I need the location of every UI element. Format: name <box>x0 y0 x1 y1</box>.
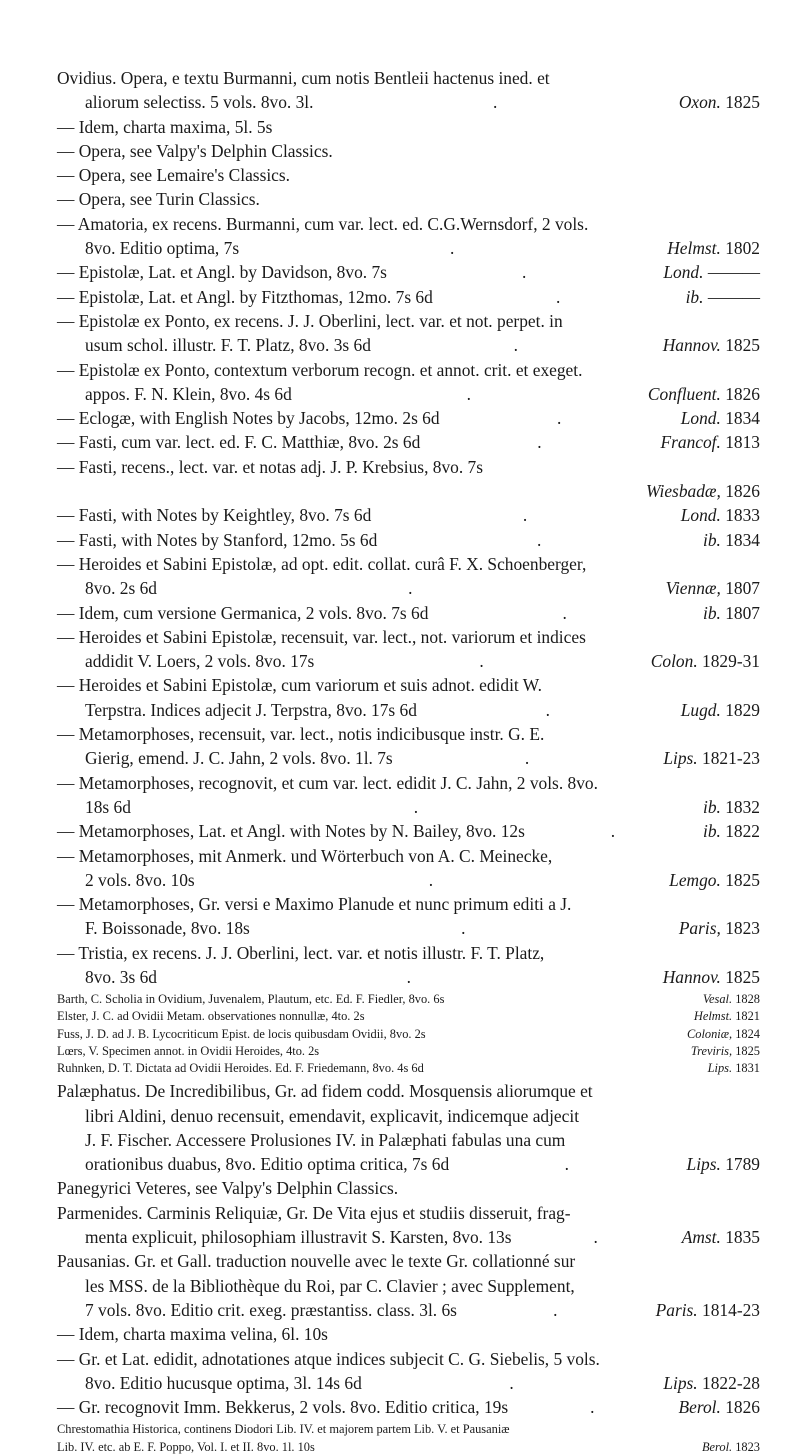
catalogue-entry <box>57 1176 760 1200</box>
catalogue-entry <box>57 1249 760 1322</box>
catalogue-entry <box>57 1322 760 1346</box>
imprint <box>708 1060 760 1077</box>
imprint <box>703 795 760 819</box>
imprint <box>651 649 760 673</box>
entry-line <box>57 916 760 940</box>
entry-line <box>57 187 760 211</box>
entry-line <box>57 965 760 989</box>
catalogue-entry <box>57 892 760 941</box>
entry-text: — Fasti, cum var. lect. ed. F. C. Matthiæ, 8vo. 2s 6d <box>57 432 421 453</box>
entry-line <box>57 819 760 843</box>
entry-line <box>57 1225 760 1249</box>
entry-text: — Opera, see Turin Classics. <box>57 189 260 210</box>
entry-line: J. F. Fischer. Accessere Prolusiones IV. in Palæphati fabulas una cum <box>85 1129 566 1150</box>
imprint-year: 1828 <box>735 992 760 1007</box>
imprint-year: 1835 <box>725 1227 760 1248</box>
ovidius-entries <box>57 66 760 989</box>
entry-line <box>57 1298 760 1322</box>
commentary-line <box>57 1026 760 1043</box>
entry-line: Parmenides. Carminis Reliquiæ, Gr. De Vita ejus et studiis disseruit, frag- <box>57 1202 571 1223</box>
entry-line <box>57 868 760 892</box>
leader: . <box>593 1227 600 1248</box>
commentary-text: Elster, J. C. ad Ovidii Metam. observationes nonnullæ, 4to. 2s <box>57 1009 365 1024</box>
entry-line <box>57 236 760 260</box>
imprint <box>663 965 760 989</box>
imprint <box>666 576 760 600</box>
leader: . <box>492 92 500 113</box>
leader: . <box>610 821 618 842</box>
note-line: Chrestomathia Historica, continens Diodori Lib. IV. et majorem partem Lib. V. et Pausaniæ <box>57 1422 510 1437</box>
leader: . <box>524 748 532 769</box>
entry-line: — Metamorphoses, Gr. versi e Maximo Planude et nunc primum editi a J. <box>57 894 572 915</box>
imprint-year: 1823 <box>725 918 760 939</box>
catalogue-entry <box>57 455 760 504</box>
entry-line <box>57 649 760 673</box>
entry-text: — Fasti, with Notes by Stanford, 12mo. 5s 6d <box>57 529 378 550</box>
catalogue-entry <box>57 430 760 454</box>
imprint-year: 1814-23 <box>702 1299 760 1320</box>
leader: . <box>553 1299 560 1320</box>
catalogue-entry <box>57 406 760 430</box>
entry-text: usum schol. illustr. F. T. Platz, 8vo. 3s 6d <box>85 335 371 356</box>
entry-text: 7 vols. 8vo. Editio crit. exeg. præstantiss. class. 3l. 6s <box>85 1299 457 1320</box>
entry-text: Terpstra. Indices adjecit J. Terpstra, 8vo. 17s 6d <box>85 699 417 720</box>
catalogue-entry <box>57 115 760 139</box>
imprint-place: Lemgo. <box>669 869 721 890</box>
imprint-year: 1825 <box>725 966 760 987</box>
imprint-place: Vesal. <box>702 992 733 1007</box>
imprint-year: 1821 <box>735 1009 760 1024</box>
entry-line: — Heroides et Sabini Epistolæ, cum variorum et suis adnot. edidit W. <box>57 675 542 696</box>
entry-text: Gierig, emend. J. C. Jahn, 2 vols. 8vo. 1l. 7s <box>85 748 393 769</box>
imprint-place: Helmst. <box>693 1009 733 1024</box>
leader: . <box>564 1154 572 1175</box>
imprint-place: Lips. <box>663 1372 698 1393</box>
leader: . <box>545 699 553 720</box>
entry-line: — Gr. et Lat. edidit, adnotationes atque indices subjecit C. G. Siebelis, 5 vols. <box>57 1348 600 1369</box>
entry-line: — Metamorphoses, recognovit, et cum var. lect. edidit J. C. Jahn, 2 vols. 8vo. <box>57 772 598 793</box>
entry-line <box>57 1371 760 1395</box>
entry-line: Pausanias. Gr. et Gall. traduction nouvelle avec le texte Gr. collationné sur <box>57 1251 576 1272</box>
imprint-place: Helmst. <box>667 238 721 259</box>
ovidius-commentaries <box>57 991 760 1077</box>
catalogue-entry <box>57 309 760 358</box>
imprint-year: 1822-28 <box>702 1372 760 1393</box>
imprint-place: Wiesbadæ, <box>645 481 721 502</box>
entry-text: — Idem, cum versione Germanica, 2 vols. 8vo. 7s 6d <box>57 602 429 623</box>
leader: . <box>466 383 474 404</box>
entry-text: orationibus duabus, 8vo. Editio optima critica, 7s 6d <box>85 1154 450 1175</box>
imprint <box>687 1152 760 1176</box>
entry-line: — Heroides et Sabini Epistolæ, recensuit, var. lect., not. variorum et indices <box>57 626 586 647</box>
commentary-line <box>57 1060 760 1077</box>
imprint-year: 1834 <box>725 529 760 550</box>
catalogue-entry <box>57 552 760 601</box>
imprint-place: Hannov. <box>662 335 721 356</box>
imprint-place: Francof. <box>660 432 721 453</box>
imprint-year: 1833 <box>725 505 760 526</box>
entry-line <box>57 576 760 600</box>
leader: . <box>513 335 520 356</box>
imprint-place: Viennæ, <box>665 578 721 599</box>
imprint-place: ib. <box>702 821 721 842</box>
entry-line <box>57 1322 760 1346</box>
imprint <box>703 601 760 625</box>
commentary-text: Lœrs, V. Specimen annot. in Ovidii Heroides, 4to. 2s <box>57 1043 320 1058</box>
imprint <box>687 1026 760 1043</box>
commentary-text: Barth, C. Scholia in Ovidium, Juvenalem, Plautum, etc. Ed. F. Fiedler, 8vo. 6s <box>57 992 445 1007</box>
entry-line: — Metamorphoses, recensuit, var. lect., notis indicibusque instr. G. E. <box>57 724 545 745</box>
entry-line: les MSS. de la Bibliothèque du Roi, par C. Clavier ; avec Supplement, <box>85 1275 575 1296</box>
leader: . <box>479 651 486 672</box>
imprint-year: 1831 <box>735 1061 760 1076</box>
catalogue-entry <box>57 503 760 527</box>
imprint-place: Hannov. <box>662 966 721 987</box>
entry-text: — Opera, see Lemaire's Classics. <box>57 165 290 186</box>
entry-line <box>57 503 760 527</box>
catalogue-entry <box>57 673 760 722</box>
imprint <box>691 1043 760 1060</box>
entry-line <box>57 90 760 114</box>
imprint-place: Paris. <box>655 1299 698 1320</box>
imprint <box>646 479 760 503</box>
entry-line <box>57 1395 760 1419</box>
catalogue-entry <box>57 1347 760 1396</box>
catalogue-entry <box>57 1201 760 1250</box>
imprint-place: ib. <box>702 602 721 623</box>
imprint-year: 1825 <box>725 869 760 890</box>
entry-text: appos. F. N. Klein, 8vo. 4s 6d <box>85 383 292 404</box>
leader: . <box>537 432 544 453</box>
imprint-year: 1807 <box>725 578 760 599</box>
imprint <box>694 1008 760 1025</box>
imprint <box>703 819 760 843</box>
entry-line: — Epistolæ ex Ponto, ex recens. J. J. Oberlini, lect. var. et not. perpet. in <box>57 310 563 331</box>
p-entries <box>57 1079 760 1419</box>
chrestomathia-note <box>57 1421 760 1455</box>
catalogue-entry <box>57 139 760 163</box>
leader: . <box>406 966 414 987</box>
imprint <box>663 333 760 357</box>
catalogue-entry <box>57 771 760 820</box>
entry-line: — Heroides et Sabini Epistolæ, ad opt. edit. collat. curâ F. X. Schoenberger, <box>57 553 587 574</box>
imprint-year: 1834 <box>725 408 760 429</box>
commentary-text: Ruhnken, D. T. Dictata ad Ovidii Heroides. Ed. F. Friedemann, 8vo. 4s 6d <box>57 1061 424 1076</box>
note-line <box>57 1439 760 1456</box>
imprint <box>663 1371 760 1395</box>
catalogue-entry <box>57 1079 760 1176</box>
imprint-place: Lips. <box>686 1154 721 1175</box>
imprint-year: 1824 <box>735 1026 760 1041</box>
imprint <box>682 1225 760 1249</box>
entry-text: — Gr. recognovit Imm. Bekkerus, 2 vols. 8vo. Editio critica, 19s <box>57 1397 509 1418</box>
imprint <box>663 746 760 770</box>
entry-line: — Amatoria, ex recens. Burmanni, cum var. lect. ed. C.G.Wernsdorf, 2 vols. <box>57 213 589 234</box>
catalogue-entry <box>57 260 760 284</box>
catalogue-entry <box>57 722 760 771</box>
leader: . <box>521 262 529 283</box>
leader: . <box>556 408 564 429</box>
catalogue-entry <box>57 285 760 309</box>
imprint-year: ——— <box>707 262 760 283</box>
note-text: Lib. IV. etc. ab E. F. Poppo, Vol. I. et II. 8vo. 1l. 10s <box>57 1439 315 1454</box>
entry-line: Ovidius. Opera, e textu Burmanni, cum notis Bentleii hactenus ined. et <box>57 68 550 88</box>
imprint-year: 1789 <box>725 1154 760 1175</box>
imprint <box>660 430 760 454</box>
entry-line <box>57 139 760 163</box>
imprint-place: Lugd. <box>680 699 721 720</box>
entry-text: F. Boissonade, 8vo. 18s <box>85 918 250 939</box>
imprint-year: 1825 <box>725 335 760 356</box>
imprint-place: Oxon. <box>678 92 721 113</box>
catalogue-entry <box>57 625 760 674</box>
imprint <box>667 236 760 260</box>
imprint-year: 1807 <box>725 602 760 623</box>
entry-text: — Opera, see Valpy's Delphin Classics. <box>57 140 333 161</box>
entry-text: 8vo. Editio optima, 7s <box>85 238 240 259</box>
leader: . <box>556 286 563 307</box>
imprint-place: Coloniæ, <box>687 1026 733 1041</box>
entry-line <box>57 479 760 503</box>
commentary-text: Fuss, J. D. ad J. B. Lycocriticum Epist. de locis quibusdam Ovidii, 8vo. 2s <box>57 1026 426 1041</box>
entry-line <box>57 698 760 722</box>
imprint-place: Lond. <box>663 262 704 283</box>
entry-line <box>57 382 760 406</box>
entry-line: Palæphatus. De Incredibilibus, Gr. ad fidem codd. Mosquensis aliorumque et <box>57 1081 593 1102</box>
entry-text: — Metamorphoses, Lat. et Angl. with Notes by N. Bailey, 8vo. 12s <box>57 821 525 842</box>
entry-text: 18s 6d <box>85 796 131 817</box>
imprint <box>703 991 760 1008</box>
entry-line <box>57 260 760 284</box>
entry-line <box>57 406 760 430</box>
imprint-year: 1826 <box>725 1397 760 1418</box>
imprint <box>679 1395 760 1419</box>
leader: . <box>536 529 544 550</box>
imprint <box>681 406 760 430</box>
imprint-place: Berol. <box>701 1439 733 1454</box>
catalogue-entry <box>57 212 760 261</box>
entry-text: — Idem, charta maxima, 5l. 5s <box>57 116 273 137</box>
entry-text: — Idem, charta maxima velina, 6l. 10s <box>57 1324 328 1345</box>
imprint <box>656 1298 760 1322</box>
imprint-place: Berol. <box>678 1397 721 1418</box>
leader: . <box>413 796 421 817</box>
entry-line: — Fasti, recens., lect. var. et notas adj. J. P. Krebsius, 8vo. 7s <box>57 456 484 477</box>
leader: . <box>408 578 415 599</box>
imprint-year: 1832 <box>725 796 760 817</box>
leader: . <box>509 1372 516 1393</box>
entry-line <box>57 115 760 139</box>
entry-line: libri Aldini, denuo recensuit, emendavit, explicavit, indicemque adjecit <box>85 1105 580 1126</box>
imprint-place: ib. <box>702 529 721 550</box>
leader: . <box>428 869 436 890</box>
entry-text: — Epistolæ, Lat. et Angl. by Davidson, 8vo. 7s <box>57 262 387 283</box>
imprint-year: 1829 <box>725 699 760 720</box>
entry-text: 8vo. 2s 6d <box>85 578 157 599</box>
entry-line: — Epistolæ ex Ponto, contextum verborum recogn. et annot. crit. et exeget. <box>57 359 583 380</box>
leader: . <box>562 602 569 623</box>
catalogue-entry <box>57 601 760 625</box>
imprint-place: Confluent. <box>647 383 721 404</box>
imprint <box>679 916 760 940</box>
imprint-year: 1826 <box>725 383 760 404</box>
entry-line <box>57 163 760 187</box>
imprint <box>679 90 760 114</box>
entry-text: 8vo. Editio hucusque optima, 3l. 14s 6d <box>85 1372 362 1393</box>
entry-line <box>57 430 760 454</box>
imprint-year: 1802 <box>725 238 760 259</box>
catalogue-entry <box>57 66 760 115</box>
entry-text: 2 vols. 8vo. 10s <box>85 869 195 890</box>
imprint-year: 1821-23 <box>702 748 760 769</box>
imprint-place: ib. <box>685 286 704 307</box>
imprint <box>681 503 760 527</box>
catalogue-entry <box>57 844 760 893</box>
entry-line <box>57 1176 760 1200</box>
catalogue-entry <box>57 819 760 843</box>
entry-text: addidit V. Loers, 2 vols. 8vo. 17s <box>85 651 315 672</box>
entry-text: — Fasti, with Notes by Keightley, 8vo. 7s 6d <box>57 505 372 526</box>
imprint-year: 1825 <box>725 92 760 113</box>
catalogue-entry <box>57 358 760 407</box>
imprint-year: 1825 <box>735 1043 760 1058</box>
catalogue-entry <box>57 163 760 187</box>
catalogue-entry <box>57 528 760 552</box>
entry-line <box>57 528 760 552</box>
imprint <box>703 528 760 552</box>
entry-text: Panegyrici Veteres, see Valpy's Delphin Classics. <box>57 1178 399 1199</box>
imprint-place: Paris, <box>678 918 721 939</box>
imprint <box>686 285 760 309</box>
imprint-year: 1829-31 <box>702 651 760 672</box>
imprint-place: Lond. <box>680 408 721 429</box>
entry-line <box>57 333 760 357</box>
leader: . <box>522 505 530 526</box>
entry-text: — Epistolæ, Lat. et Angl. by Fitzthomas, 12mo. 7s 6d <box>57 286 433 307</box>
entry-text: — Eclogæ, with English Notes by Jacobs, 12mo. 2s 6d <box>57 408 440 429</box>
leader: . <box>590 1397 597 1418</box>
commentary-line <box>57 1043 760 1060</box>
imprint-place: Amst. <box>681 1227 721 1248</box>
imprint-year: 1823 <box>735 1439 760 1454</box>
leader: . <box>449 238 457 259</box>
entry-text: menta explicuit, philosophiam illustravit S. Karsten, 8vo. 13s <box>85 1227 512 1248</box>
entry-line <box>57 795 760 819</box>
catalogue-entry <box>57 187 760 211</box>
entry-text: 8vo. 3s 6d <box>85 966 157 987</box>
imprint <box>648 382 760 406</box>
imprint-place: Lips. <box>707 1061 733 1076</box>
imprint-year: 1813 <box>725 432 760 453</box>
imprint-place: Lond. <box>680 505 721 526</box>
leader: . <box>461 918 468 939</box>
catalogue-entry <box>57 1395 760 1419</box>
commentary-line <box>57 1008 760 1025</box>
entry-line: — Metamorphoses, mit Anmerk. und Wörterbuch von A. C. Meinecke, <box>57 845 553 866</box>
catalogue-entry <box>57 941 760 990</box>
imprint-place: Colon. <box>650 651 698 672</box>
commentary-line <box>57 991 760 1008</box>
entry-line <box>57 601 760 625</box>
imprint-year: ——— <box>707 286 760 307</box>
imprint <box>669 868 760 892</box>
entry-line <box>57 285 760 309</box>
entry-line <box>57 746 760 770</box>
imprint-year: 1822 <box>725 821 760 842</box>
imprint-place: ib. <box>702 796 721 817</box>
entry-line <box>57 1152 760 1176</box>
imprint-place: Lips. <box>663 748 698 769</box>
imprint <box>702 1439 760 1456</box>
imprint <box>681 698 760 722</box>
imprint-year: 1826 <box>725 481 760 502</box>
imprint-place: Treviris, <box>690 1043 733 1058</box>
entry-text: aliorum selectiss. 5 vols. 8vo. 3l. <box>85 92 314 113</box>
entry-line: — Tristia, ex recens. J. J. Oberlini, lect. var. et notis illustr. F. T. Platz, <box>57 942 545 963</box>
imprint <box>663 260 760 284</box>
